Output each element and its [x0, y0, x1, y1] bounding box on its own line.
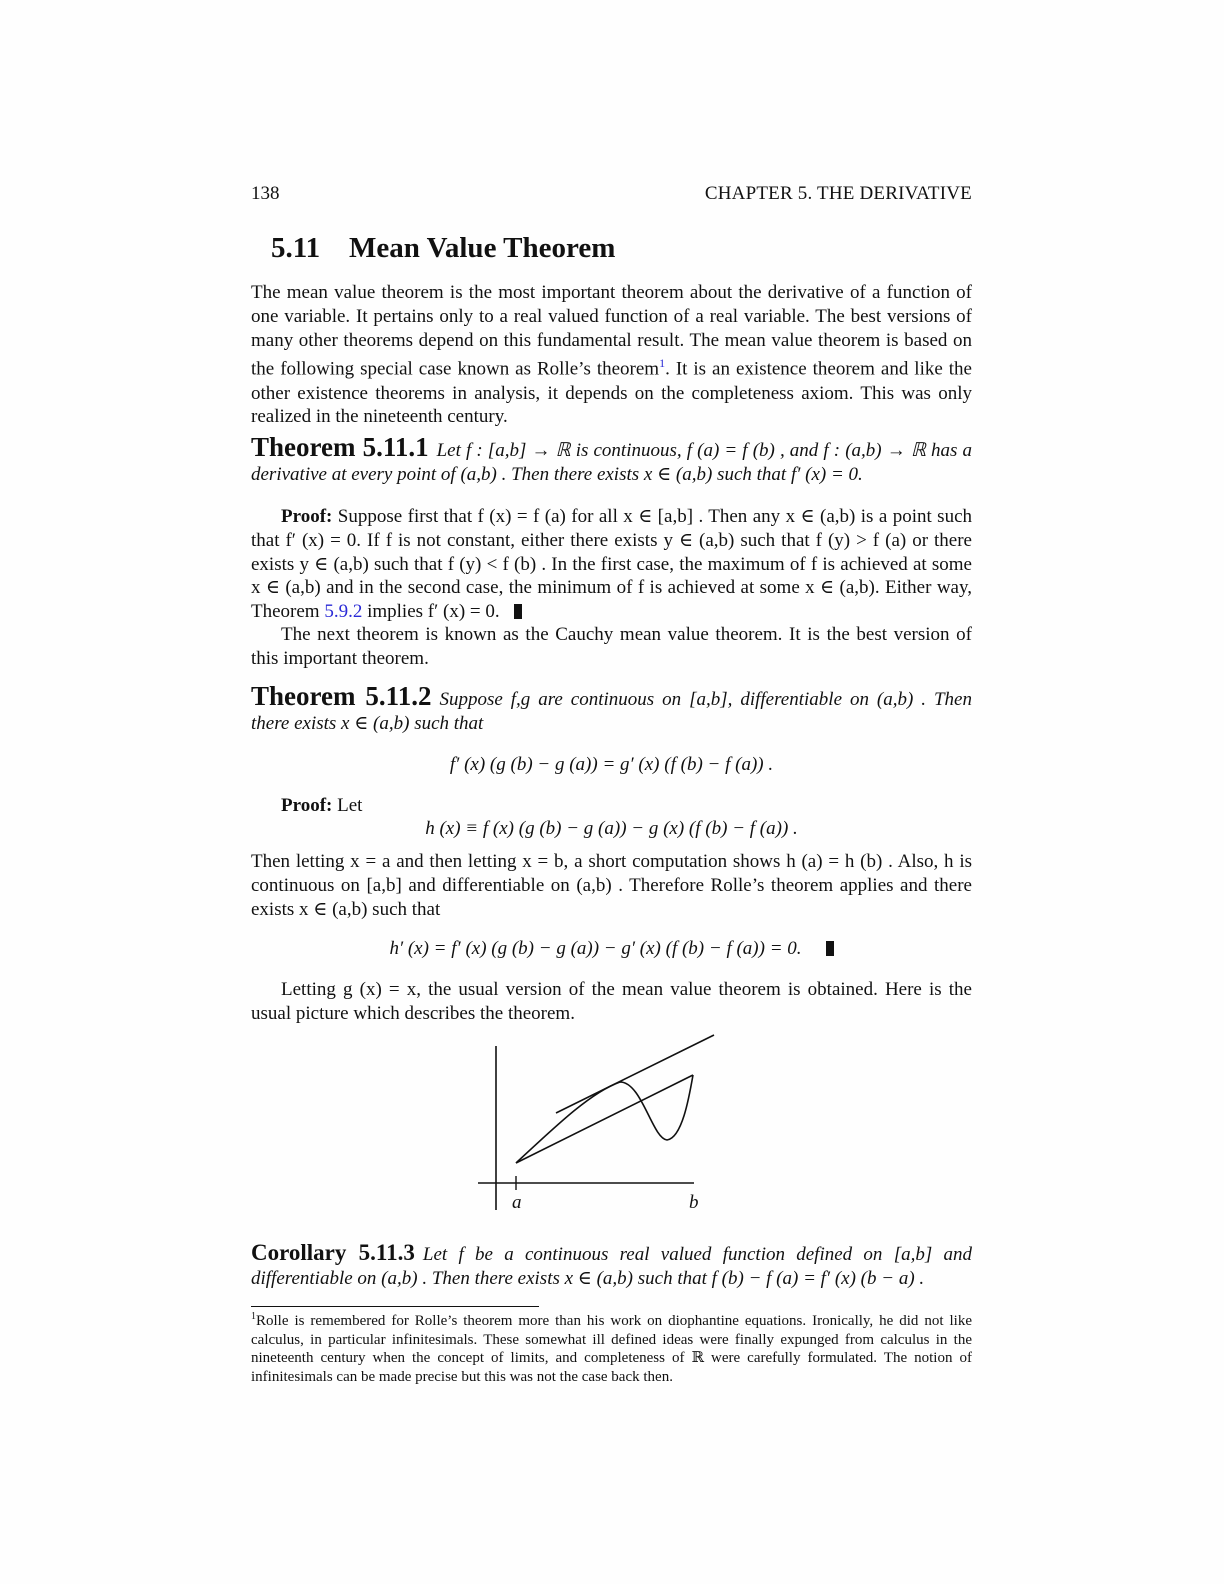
section-heading: [251, 232, 972, 265]
theorem-5-11-1: [251, 432, 972, 487]
corollary-statement: Let f be a continuous real valued function defined on [a,b] and differentiable on (a,b) . Then there exists x ∈ (a,b) such that f (b) − f (a) = f′ (x) (b − a) .: [251, 1244, 973, 1289]
page-number: 138: [251, 183, 280, 204]
tangent-line: [556, 1035, 714, 1113]
transition-paragraph: The next theorem is known as the Cauchy mean value theorem. It is the best version of this important theorem.: [251, 624, 972, 669]
proof-label: Proof:: [281, 795, 333, 816]
intro-paragraph: The mean value theorem is the most important theorem about the derivative of a function of one variable. It pertains only to a real valued function of a real variable. The best versions of many other theorems depend on this fundamental result. The mean value theorem is based on the following special case known as Rolle’s theorem$^1$. It is an existence theorem and like the other existence theorems in analysis, it depends on the completeness axiom. This was only realized in the nineteenth century.: [251, 282, 972, 428]
corollary-label: Corollary 5.11.3: [251, 1240, 415, 1265]
theorem-5-11-2: [251, 681, 972, 736]
proof-2-body: Then letting x = a and then letting x = b, a short computation shows h (a) = h (b) . Also, h is continuous on [a,b] and differentiable on (a,b) . Therefore Rolle’s theorem applies and there exists x ∈ (a,b) such that: [251, 851, 972, 920]
footnote: $^1$Rolle is remembered for Rolle’s theorem more than his work on diophantine equations. Ironically, he did not like calculus, in particular infinitesimals. These somewhat ill defined ideas were finally expunged from calculus in the nineteenth century when the concept of limits, and completeness of ℝ were carefully formulated. The notion of infinitesimals can be made precise but this was not the case back then.: [251, 1311, 972, 1385]
equation-h-prime: h′ (x) = f′ (x) (g (b) − g (a)) − g′ (x) (f (b) − f (a)) = 0.: [251, 938, 972, 960]
theorem-statement: Let f : [a,b] → ℝ is continuous, f (a) = f (b) , and f : (a,b) → ℝ has a derivative at every point of (a,b) . Then there exists x ∈ (a,b) such that f′ (x) = 0.: [251, 440, 972, 485]
picture-intro: Letting g (x) = x, the usual version of the mean value theorem is obtained. Here is the usual picture which describes the theorem.: [251, 979, 972, 1024]
qed-mark: [514, 604, 522, 619]
proof-2-intro: Proof: Let: [281, 795, 363, 816]
section-title: Mean Value Theorem: [349, 232, 616, 264]
footnote-ref[interactable]: 1: [659, 356, 666, 371]
theorem-link-5-9-2[interactable]: 5.9.2: [324, 601, 363, 623]
footnote-mark: 1: [251, 1311, 256, 1322]
theorem-statement: Suppose f,g are continuous on [a,b], differentiable on (a,b) . Then there exists x ∈ (a,b) such that: [251, 689, 972, 734]
theorem-label: Theorem 5.11.2: [251, 681, 432, 711]
section-number: 5.11: [271, 232, 321, 264]
theorem-label: Theorem 5.11.1: [251, 432, 429, 462]
equation-cauchy: f′ (x) (g (b) − g (a)) = g′ (x) (f (b) − f (a)) .: [449, 754, 774, 775]
proof-label: Proof:: [281, 506, 333, 527]
proof-1: Proof: Suppose first that f (x) = f (a) for all x ∈ [a,b] . Then any x ∈ (a,b) is a point such that f′ (x) = 0. If f is not constant, either there exists y ∈ (a,b) such that f (y) > f (a) or there exists y ∈ (a,b) such that f (y) < f (b) . In the first case, the maximum of f is achieved at some x ∈ (a,b) and in the second case, the minimum of f is achieved at some x ∈ (a,b). Either way, Theorem 5.9.2 implies f′ (x) = 0.: [251, 506, 973, 623]
mean-value-figure: [470, 1030, 730, 1220]
label-a: a: [512, 1192, 522, 1213]
corollary-5-11-3: [251, 1241, 972, 1291]
equation-h-def: h (x) ≡ f (x) (g (b) − g (a)) − g (x) (f (b) − f (a)) .: [425, 818, 798, 839]
chapter-title: CHAPTER 5. THE DERIVATIVE: [704, 183, 972, 204]
running-header: [251, 183, 972, 213]
qed-mark: [826, 941, 834, 956]
label-b: b: [689, 1192, 699, 1213]
footnote-rule: [251, 1306, 539, 1307]
